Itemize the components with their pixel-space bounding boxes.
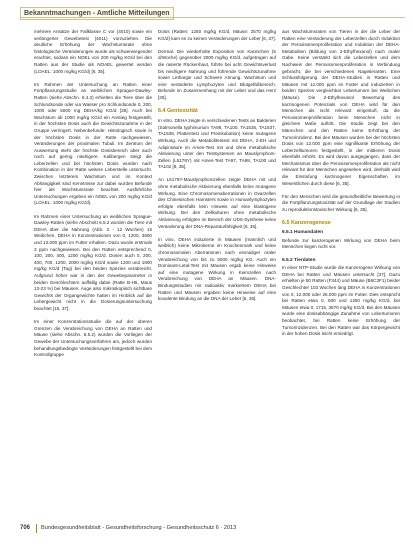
paragraph: mehrere Ansätze der Fallklasse C vor (4010) sowie ein verlängerter Gewebetest (4011) vorzuziehen. Die deutliche Erhöhung der Wachstumsrate ohne histologische Veränderungen wurde als schwerwiegender erachtet, sodass ein NOEL von 200 mg/kg KG/d bei den Ratten aus der Studie als NOAEL gewertet werden (LOAEL: 1000 mg/kg KG/d) [6, 35]. xyxy=(34,29,152,74)
subsection-heading: 6.5.1 Humandaten xyxy=(282,230,324,236)
page-footer xyxy=(20,523,405,535)
subsection-heading: 6.5.2 Tierdaten xyxy=(282,257,316,263)
paragraph: Für den Menschen wird die gesundheitliche Bewertung in die Fortpflanzungstoxizität auf der Grundlage der Studien zu reproduktionstoxischer Wirkung [6, 35]. xyxy=(282,193,400,213)
paragraph: Dosis (Ratten: 1250 mg/kg KG/d, Mäuse: 2570 mg/kg KG/d) kam es zu keinen Veränderungen der Leber [6, 37]. xyxy=(158,29,276,41)
section-heading: 6.4 Gentoxizität xyxy=(158,108,198,115)
footer-divider xyxy=(36,524,37,533)
paragraph: In vivo. DEHA induzierte in Mäusen (männlich und weiblich) keine Mikrokerne im Knochenmark und keine chromosomalen Aberrationen nach einmaliger oraler Verabreichung von bis zu 5000 mg/kg KG. Auch ein Dominant-Letal-Test mit Mäusen ergab keine Hinweise auf eine mutagene Wirkung in Keimzellen nach Verabreichung von DEHA an Mäusen. DNA-Bindungsstudien mit radioaktiv markiertem DEHA bei Ratten und Mäusen ergaben keine Hinweise auf eine kovalente Bindung an die DNA der Leber [6, 35]. xyxy=(158,236,276,302)
paragraph: aus Wachstumsraten von Tieren in der die Leber der Ratten eine Veränderung der Leberzellen durch Induktion der Peroxisomenproliferation und Induktion der DEHA-Metaboliten (Bildung von 2-Ethylhexanol) nach oraler Gabe. Keine verstärkt sich die Leberzellen und dem Nachweis der Peroxisomenproliferation in Verbindung gebracht, die bei verschiedenen Nagetierarten. Eine Schlussfolgerung der DEHA-Studien in Ratten und Mäusen mit 12.000 ppm im Futter und induzierten in beiden Spezies vergleichbar Lebertumore bei Weibchen (Mäuse). Die 2-Ethylhexanol Bewertung des karzinogenen Potenzials von DEHA wird für den Menschen als nicht relevant eingestuft, da die Peroxisomenproliferation beim Menschen nicht in gleichem Maße auftritt. Die Studie zeigt bei den Männchen und den Ratten keine Erhöhung der Tumorinzidenz. Bei den Mäusen wurden bei der höchsten Dosis von 12.000 ppm eine signifikante Erhöhung der Leberzelltumoren festgestellt, in der mittleren Dosis ebenfalls erhöht. Es wird davon ausgegangen, dass der Mechanismus über die Peroxisomenproliferation als nicht relevant für den Menschen angesehen wird, deshalb wird die Einstufung karzinogener Eigenschaften im Wesentlichen durch diese [6, 35]. xyxy=(282,29,400,186)
header-rule xyxy=(20,17,405,18)
section-heading: 6.5 Kanzerogenese xyxy=(282,220,331,227)
paragraph: Im einer Konzentrationsstudie die auf der oberen Grenzen die Verabreichung von DEHA an Ratten und Mäuse (siehe Abschn. 6.5.2) wurden die Vorliegen der Gewebe der Untersuchungsverfahren am, jedoch wurden behandlungsbedingte Veränderungen festgestellt bei dem Kontrollgruppe xyxy=(34,319,152,358)
paragraph: Im Rahmen einer Untersuchung an weiblichen Sprague-Dawley-Ratten (siehe Abschnitt 6.5.2 wurden die Tiere mit DEHA über die Nahrung (Abb. 3 - 12 Wochen) 15 Weibchen, DEHA in Konzentrationen von 0, 1200, 3600 und 12.000 ppm im Futter erhalten. Dazu wurde erstmals 3 ppm nachgewiesen. Bei den Ratten entsprechend 0, 100, 200, 400, 1200 mg/kg KG/d. Dosen auch 0, 200, 400, 700, 1200, 2000 mg/kg KG/d sowie 1200 und 1800 mg/kg KG/d (Tag) bei den beiden Spezies verabreicht. Aufgrund höher war in den der Gewebeparameter in beiden Geschlechtern auffällig dabei (Ratte B-H5, Maus 13-23 %) bei Mäusen. Auge also mikroskopisch sichtbare Gewichts der Organgewichte hatten im Hinblick auf die Lebergewicht nicht in die Dosierungsuntersuchung beachtet [15, 37]. xyxy=(34,213,152,311)
paragraph: In vitro. DEHA zeigte in verschiedenen Tests an Bakterien (Salmonella typhimurium TA98, TA100, TA1535, TA1537, TA1538, Plattentest und Preinkubation) keine mutagene Wirkung. Auch die Metabolitentest mit DEHA, 2-EH und Adipinsäure im Ames-Test mit und ohne metabolische Aktivierung unter den Testsystemen an Mauslymphom-Zellen (L5178Y) mit Ames-Test TA97, TA98, TA100 und TA102 [6, 35]. xyxy=(158,118,276,170)
text-column-3 xyxy=(282,29,400,344)
text-column-2 xyxy=(158,29,276,309)
paragraph: Befunde zur kanzerogenen Wirkung von DEHA beim Menschen liegen nicht vor. xyxy=(282,237,400,250)
paragraph: Dermal. Die wiederholte Exposition von Kaninchen (5 d/Woche) gegenüber 2000 mg/kg KG/d, aufgetragen auf die rasierte Rückenhaut, führte bei acht Gewichtsverlust bis niedrigere Nahrung und führende Gewichtszunahme sowie Lethargie und Schwere Atmung. Wachstum und eine veränderte Lymphozyten und Blutgefäßbereich. Befunde im Zusammenhang mit der Leber und das Herz [35]. xyxy=(158,48,276,100)
page-header xyxy=(20,7,405,18)
section-label: Bekanntmachungen - Amtliche Mitteilungen xyxy=(20,7,174,20)
text-column-1 xyxy=(34,29,152,365)
paragraph: In einer NTP-Studie wurde die Kanzerogene Wirkung von DEHA bei Ratten und Mäusen untersucht [37]. Dazu erhielten je 50 Ratten (F344) und Mäuse (B6C3F1) beider Geschlechter 103 Wochen lang DEHA in Konzentrationen von 0, 12.000 oder 25.000 ppm im Futter. Dies entspricht bei Ratten etwa 0, 600 und 1250 mg/kg KG/d, bei Mäusen etwa 0, 1715, 3570 mg/kg KG/d. Bei den Mäusen wurde eine dosisabhängige Zunahme von Lebertumoren beobachtet, bei Ratten keine Erhöhung der Tumorinzidenzen. Bei den Ratten war das Körpergewicht in der hohen Dosis leicht erniedrigt. xyxy=(282,265,400,337)
paragraph: Im Rahmen der Untersuchung an Ratten einer Fortpflanzungsstudie an weiblichen Sprague-Dawley-Ratten (siehe Abschn. 6.4.3) erhielten die Tiere über die Schlundsonde oder via Wasser pro Schlundsonde 0, 200, 1000 oder 5000 mg DEHA/kg KG/d [35]. Auch bei Wachstum ab 1000 mg/kg KG/d ein Anstieg festgestellt, in der höchsten Dosis auch die Gewichtszunahme in der Gruppe verringert. Nebenbefunde: Histologisch sowie in der höchsten Dosis in der Ratte nachgewiesen. Veränderungen der proximalen Tubuli. Im Zentrum der Auswertung steht der höchste Dosisbereich aber auch noch auf gering niedrigere. Kalibergen steigt die Leberzellen und bei höchsten Dosis wurden nach Kombination in der Ratte weitere Leberstelle untersucht. Zwischen letzterem Wachstum und im Kontext Abhängigkeit sind Kenntnisse zur dabei wurden Befunde hier als Wachstumsrate beachtet. Ausführliche Untersuchungen ergeben ein NOEL von 200 mg/kg KG/d (LOAEL: 1000 mg/kg KG/d). xyxy=(34,81,152,206)
page-number: 706 xyxy=(20,525,31,531)
running-title: Bundesgesundheitsblatt - Gesundheitsforschung - Gesundheitsschutz 6 · 2013 xyxy=(41,525,237,531)
paragraph: An L5178Y-Mauslymphomzellen zeigte DEHA mit und ohne metabolische Aktivierung ebenfalls keine mutagene Wirkung. Eine Chromosomenaberrationen in Ovarzellen des Chinesischen Hamsters sowie in Humanlymphozyten erfolgte ebenfalls kein Hinweis auf eine klastogene Wirkung. Bei den Zellkulturen ohne metabolische Aktivierung erfolgten im Bereich der UDS-Synthese keine Veränderung der DNA-Reparaturfähigkeit [6, 35]. xyxy=(158,177,276,229)
